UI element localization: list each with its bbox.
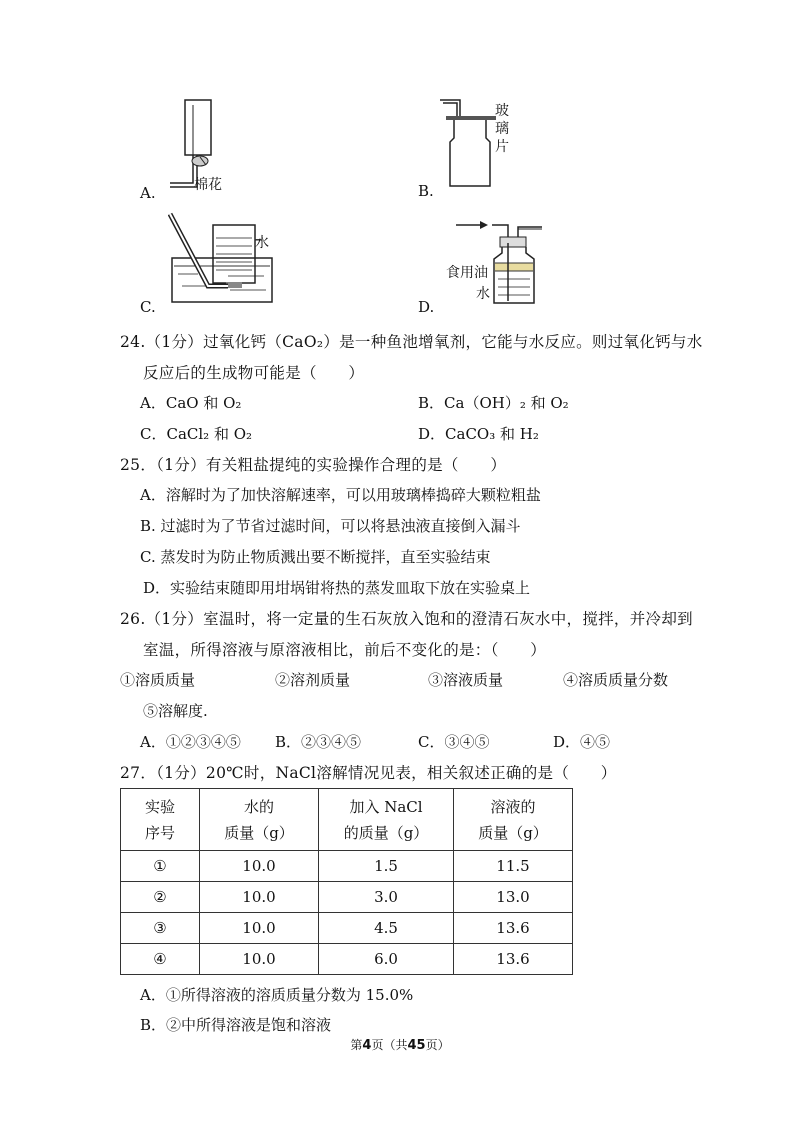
q24-option-c-text: CaCl₂ 和 O₂ bbox=[166, 425, 253, 443]
q24-option-b-text: Ca（OH）₂ 和 O₂ bbox=[444, 394, 569, 412]
q26-option-d[interactable]: D．④⑤ bbox=[553, 733, 611, 751]
table-cell: 10.0 bbox=[200, 913, 319, 944]
table-cell: 11.5 bbox=[454, 851, 573, 882]
figure-c-letter: C. bbox=[140, 298, 156, 316]
footer-mid: 页（共 bbox=[371, 1038, 408, 1052]
figure-a-letter: A. bbox=[140, 184, 156, 202]
q27-option-b[interactable]: B．②中所得溶液是饱和溶液 bbox=[140, 1016, 332, 1034]
footer-page-number: 4 bbox=[362, 1038, 372, 1053]
figure-b-glass-label-1: 玻 bbox=[495, 103, 509, 119]
table-cell: ④ bbox=[121, 944, 200, 975]
q26-option-c[interactable]: C．③④⑤ bbox=[418, 733, 490, 751]
q24-option-a-text: CaO 和 O₂ bbox=[165, 394, 242, 412]
table-cell: 3.0 bbox=[319, 882, 454, 913]
q25-option-d[interactable]: D．实验结束随即用坩埚钳将热的蒸发皿取下放在实验桌上 bbox=[143, 579, 531, 597]
q24-option-b-letter: B． bbox=[418, 394, 445, 412]
figure-b-glass-label-2: 璃 bbox=[495, 121, 509, 137]
q26-option-a[interactable]: A．①②③④⑤ bbox=[140, 733, 241, 751]
table-row bbox=[121, 851, 573, 882]
table-row bbox=[121, 913, 573, 944]
table-cell: ② bbox=[121, 882, 200, 913]
table-cell: 1.5 bbox=[319, 851, 454, 882]
page-footer bbox=[0, 1036, 800, 1053]
table-cell: 4.5 bbox=[319, 913, 454, 944]
table-cell: 10.0 bbox=[200, 944, 319, 975]
figure-d-oil-label: 食用油 bbox=[446, 265, 488, 281]
figure-d-water-label: 水 bbox=[476, 286, 490, 302]
q26-item-4: ④溶质质量分数 bbox=[563, 671, 669, 689]
q24-option-c[interactable] bbox=[140, 423, 252, 444]
q24-stem-line2: 反应后的生成物可能是（ ） bbox=[143, 364, 365, 382]
figure-d-letter: D. bbox=[418, 298, 435, 316]
q26-stem-line1: 26.（1分）室温时，将一定量的生石灰放入饱和的澄清石灰水中，搅拌，并冷却到 bbox=[120, 610, 693, 628]
q25-option-c[interactable]: C. 蒸发时为防止物质溅出要不断搅拌，直至实验结束 bbox=[140, 548, 491, 566]
table-cell: 13.0 bbox=[454, 882, 573, 913]
q26-item-3: ③溶液质量 bbox=[428, 671, 504, 689]
figure-c-water-label: 水 bbox=[255, 235, 269, 251]
q24-option-b[interactable] bbox=[418, 392, 569, 413]
footer-total-pages: 45 bbox=[407, 1038, 426, 1053]
table-cell: 10.0 bbox=[200, 882, 319, 913]
table-header-cell: 实验 序号 bbox=[121, 789, 200, 851]
q24-option-d-letter: D． bbox=[418, 425, 446, 443]
table-cell: 10.0 bbox=[200, 851, 319, 882]
table-header-cell: 加入 NaCl 的质量（g） bbox=[319, 789, 454, 851]
table-cell: 6.0 bbox=[319, 944, 454, 975]
q26-option-b[interactable]: B．②③④⑤ bbox=[275, 733, 362, 751]
footer-suffix: 页） bbox=[425, 1038, 450, 1052]
q24-option-a[interactable] bbox=[140, 392, 241, 413]
table-cell: 13.6 bbox=[454, 913, 573, 944]
q25-option-b[interactable]: B. 过滤时为了节省过滤时间，可以将悬浊液直接倒入漏斗 bbox=[140, 517, 521, 535]
table-header-cell: 溶液的 质量（g） bbox=[454, 789, 573, 851]
table-cell: 13.6 bbox=[454, 944, 573, 975]
q24-stem-line1: 24.（1分）过氧化钙（CaO₂）是一种鱼池增氧剂，它能与水反应。则过氧化钙与水 bbox=[120, 333, 703, 351]
table-header-cell: 水的 质量（g） bbox=[200, 789, 319, 851]
q26-item-2: ②溶剂质量 bbox=[275, 671, 351, 689]
figure-c-water-displacement-diagram bbox=[168, 210, 278, 306]
table-cell: ③ bbox=[121, 913, 200, 944]
nacl-dissolution-table bbox=[120, 788, 573, 975]
table-row bbox=[121, 882, 573, 913]
q24-option-d-text: CaCO₃ 和 H₂ bbox=[445, 425, 539, 443]
figure-b-glass-label-3: 片 bbox=[495, 139, 509, 155]
q27-stem: 27．（1分）20℃时，NaCl溶解情况见表，相关叙述正确的是（ ） bbox=[120, 764, 617, 782]
table-header-row bbox=[121, 789, 573, 851]
q24-option-d[interactable] bbox=[418, 423, 539, 444]
figure-b-letter: B. bbox=[418, 182, 434, 200]
q24-option-c-letter: C． bbox=[140, 425, 167, 443]
table-row bbox=[121, 944, 573, 975]
q25-option-a[interactable]: A．溶解时为了加快溶解速率，可以用玻璃棒捣碎大颗粒粗盐 bbox=[140, 486, 541, 504]
q24-option-a-letter: A． bbox=[140, 394, 166, 412]
table-cell: ① bbox=[121, 851, 200, 882]
figure-a-cotton-label: 棉花 bbox=[194, 177, 222, 193]
figure-d-oil-water-bottle-diagram bbox=[450, 215, 550, 307]
q26-item-5: ⑤溶解度. bbox=[143, 702, 208, 720]
q25-stem: 25．（1分）有关粗盐提纯的实验操作合理的是（ ） bbox=[120, 456, 507, 474]
figure-b-gas-bottle-diagram bbox=[438, 98, 498, 190]
footer-prefix: 第 bbox=[350, 1038, 363, 1052]
q27-option-a[interactable]: A．①所得溶液的溶质质量分数为 15.0% bbox=[140, 986, 414, 1004]
q26-stem-line2: 室温，所得溶液与原溶液相比，前后不变化的是：（ ） bbox=[143, 641, 547, 659]
q26-item-1: ①溶质质量 bbox=[120, 671, 196, 689]
